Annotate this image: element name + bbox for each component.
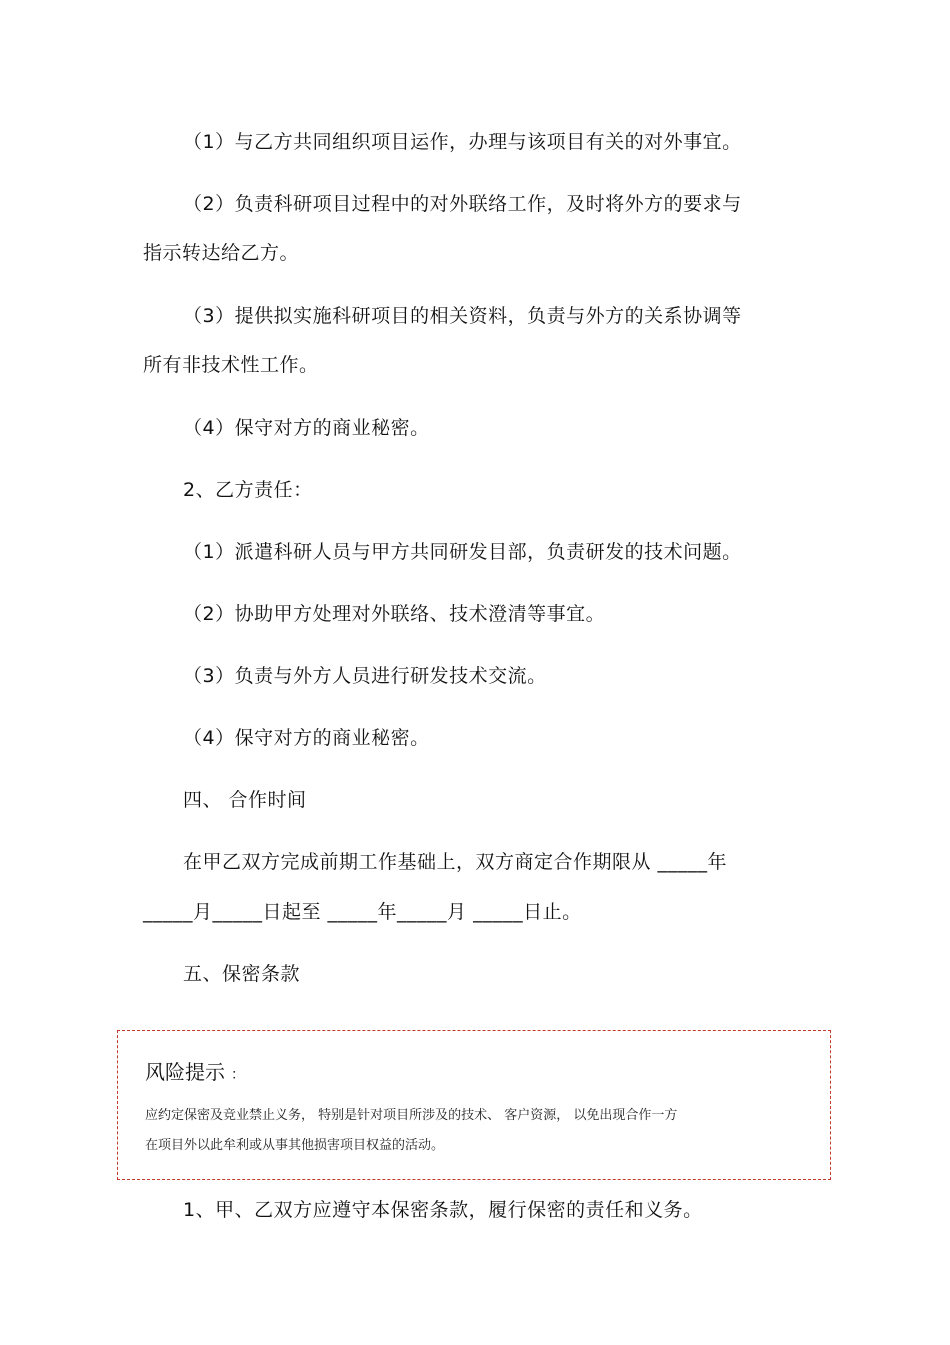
paragraph-line: （1）与乙方共同组织项目运作，办理与该项目有关的对外事宜。 [183,131,742,153]
risk-notice-colon: ： [231,1067,245,1083]
paragraph-line: （3）负责与外方人员进行研发技术交流。 [183,665,547,687]
paragraph-line: 所有非技术性工作。 [143,354,319,376]
section-heading: 2、乙方责任： [183,479,313,501]
paragraph-line: （3）提供拟实施科研项目的相关资料，负责与外方的关系协调等 [183,305,742,327]
risk-notice-text: 在项目外以此牟利或从事其他损害项目权益的活动。 [145,1138,445,1153]
paragraph-line: 1、甲、乙双方应遵守本保密条款，履行保密的责任和义务。 [183,1199,703,1221]
risk-notice-text: 应约定保密及竞业禁止义务， 特别是针对项目所涉及的技术、 客户资源， 以免出现合作一方 [145,1108,678,1123]
paragraph-line: （4）保守对方的商业秘密。 [183,727,430,749]
paragraph-line: （2）协助甲方处理对外联络、技术澄清等事宜。 [183,603,606,625]
section-heading: 四、 合作时间 [183,789,307,811]
paragraph-line: 在甲乙双方完成前期工作基础上，双方商定合作期限从 _____年 [183,851,728,873]
risk-notice-box [117,1030,831,1180]
paragraph-line: （4）保守对方的商业秘密。 [183,417,430,439]
risk-notice-title [145,1059,245,1088]
paragraph-line: _____月_____日起至 _____年_____月 _____日止。 [143,901,582,923]
paragraph-line: （2）负责科研项目过程中的对外联络工作，及时将外方的要求与 [183,193,742,215]
risk-notice-title-text: 风险提示 [145,1060,225,1084]
paragraph-line: 指示转达给乙方。 [143,242,300,264]
section-heading: 五、保密条款 [183,963,301,985]
paragraph-line: （1）派遣科研人员与甲方共同研发目部，负责研发的技术问题。 [183,541,742,563]
